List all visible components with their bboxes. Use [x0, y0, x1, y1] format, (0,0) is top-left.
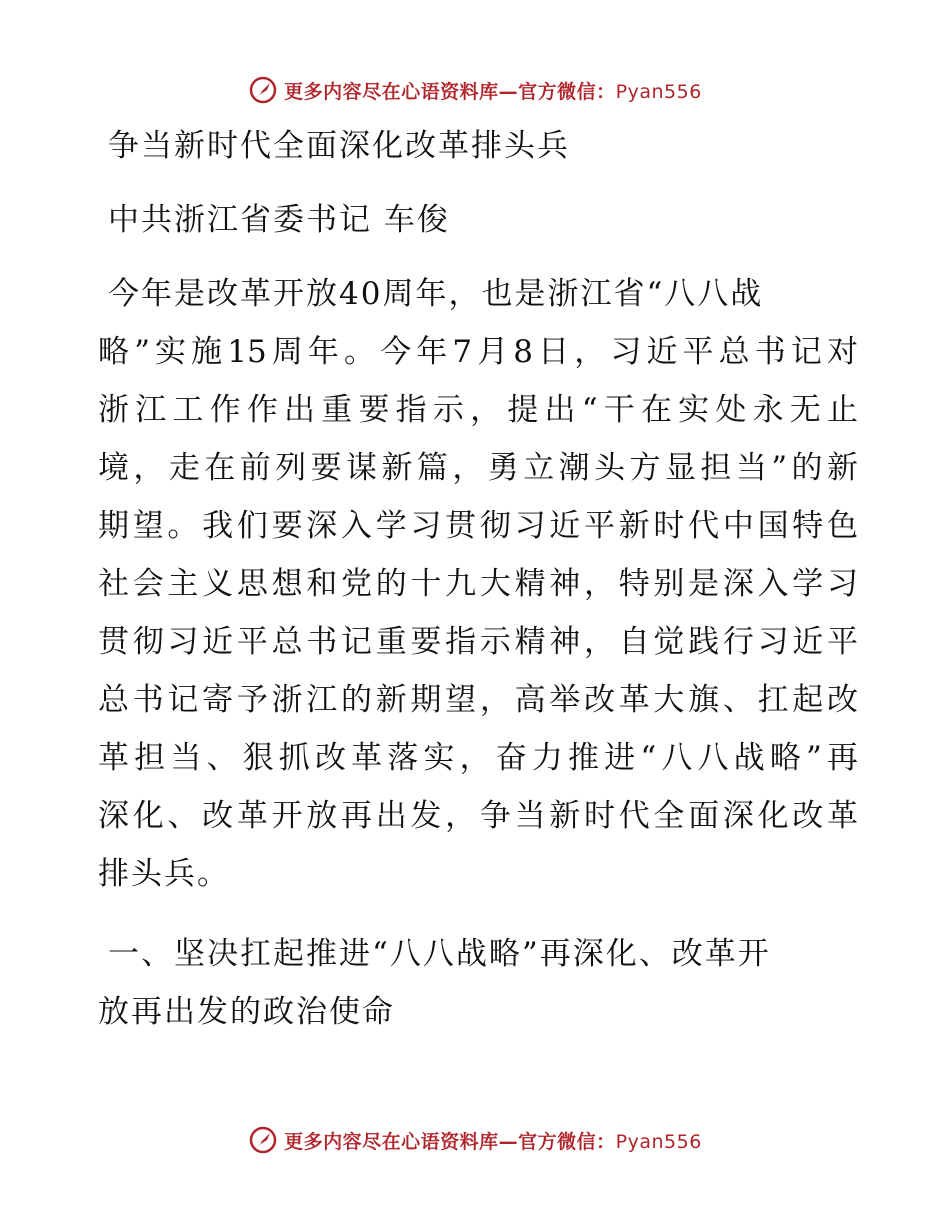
paragraph-line: 总书记寄予浙江的新期望，高举改革大旗、扛起改	[98, 682, 858, 718]
document-title: 争当新时代全面深化改革排头兵	[108, 128, 570, 164]
paragraph-1	[98, 265, 858, 903]
paragraph-line: 革担当、狠抓改革落实，奋力推进“八八战略”再	[98, 740, 858, 776]
watermark-main-text: 更多内容尽在心语资料库—官方微信：	[284, 80, 616, 103]
quill-logo-icon	[248, 1125, 278, 1155]
paragraph-line: 贯彻习近平总书记重要指示精神，自觉践行习近平	[98, 624, 858, 660]
author-line: 中共浙江省委书记 车俊	[108, 202, 450, 238]
watermark-main-text: 更多内容尽在心语资料库—官方微信：	[284, 1130, 616, 1153]
paragraph-line: 深化、改革开放再出发，争当新时代全面深化改革	[98, 798, 858, 834]
footer-watermark	[0, 1120, 950, 1160]
watermark-text	[284, 77, 702, 104]
paragraph-line: 排头兵。	[98, 856, 230, 892]
header-watermark	[0, 70, 950, 110]
paragraph-line: 境，走在前列要谋新篇，勇立潮头方显担当”的新	[98, 450, 858, 486]
paragraph-line: 略”实施15周年。今年7月8日，习近平总书记对	[98, 334, 858, 370]
watermark-wechat-id: Pyan556	[615, 1130, 702, 1153]
section-1-heading	[98, 925, 858, 1041]
paragraph-line: 浙江工作作出重要指示，提出“干在实处永无止	[98, 392, 858, 428]
watermark-text	[284, 1127, 702, 1154]
paragraph-line: 社会主义思想和党的十九大精神，特别是深入学习	[98, 566, 858, 602]
heading-line: 放再出发的政治使命	[98, 994, 395, 1030]
watermark-wechat-id: Pyan556	[615, 80, 702, 103]
paragraph-line: 期望。我们要深入学习贯彻习近平新时代中国特色	[98, 508, 858, 544]
heading-line: 一、坚决扛起推进“八八战略”再深化、改革开	[108, 936, 771, 972]
paragraph-line: 今年是改革开放40周年，也是浙江省“八八战	[108, 276, 764, 312]
quill-logo-icon	[248, 75, 278, 105]
